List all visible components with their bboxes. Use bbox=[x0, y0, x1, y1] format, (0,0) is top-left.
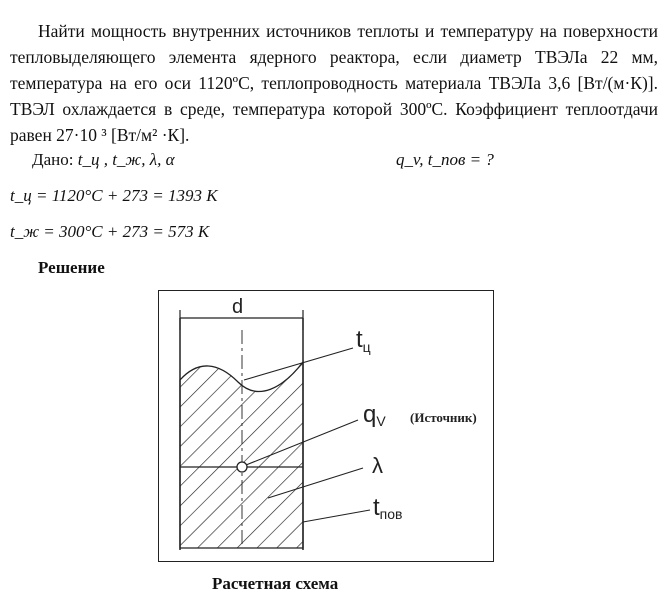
solution-heading: Решение bbox=[38, 258, 105, 277]
hatched-region bbox=[180, 362, 303, 548]
diagram-caption: Расчетная схема bbox=[212, 574, 339, 593]
source-label: (Источник) bbox=[410, 410, 477, 425]
problem-text: Найти мощность внутренних источников теплоты и температуру на поверхности тепловыделяющего элемента ядерного реактора, если диаметр ТВЭЛа 22 мм, температура на его оси 1120ºС, теплопроводность материала ТВЭЛа 3,6 [Вт/(м·К)]. ТВЭЛ охлаждается в среде, температура которой 300ºС. Коэффициент теплоотдачи равен 27·10 ³ [Вт/м² ·К]. bbox=[10, 21, 658, 145]
equation-tzh-text: t_ж = 300°C + 273 = 573 К bbox=[10, 222, 210, 241]
equation-tc-text: t_ц = 1120°C + 273 = 1393 К bbox=[10, 186, 218, 205]
equation-tzh bbox=[10, 222, 209, 242]
tc-label: $t_ц$ bbox=[356, 326, 371, 355]
given-vars: t_ц , t_ж, λ, α bbox=[77, 150, 175, 169]
tpov-label: tпов bbox=[373, 494, 403, 522]
center-circle bbox=[237, 462, 247, 472]
qv-label: qV bbox=[363, 401, 386, 429]
find-vars: q_v, t_пов = ? bbox=[396, 150, 494, 169]
d-label: d bbox=[232, 296, 244, 318]
lambda-label: λ bbox=[372, 453, 383, 478]
problem-statement bbox=[10, 18, 658, 148]
given-label: Дано: bbox=[32, 150, 74, 169]
leader-tpov bbox=[303, 510, 370, 522]
fuel-element-diagram bbox=[158, 290, 494, 562]
given-line bbox=[32, 150, 175, 170]
equation-tc bbox=[10, 186, 218, 206]
find-line bbox=[396, 150, 494, 170]
